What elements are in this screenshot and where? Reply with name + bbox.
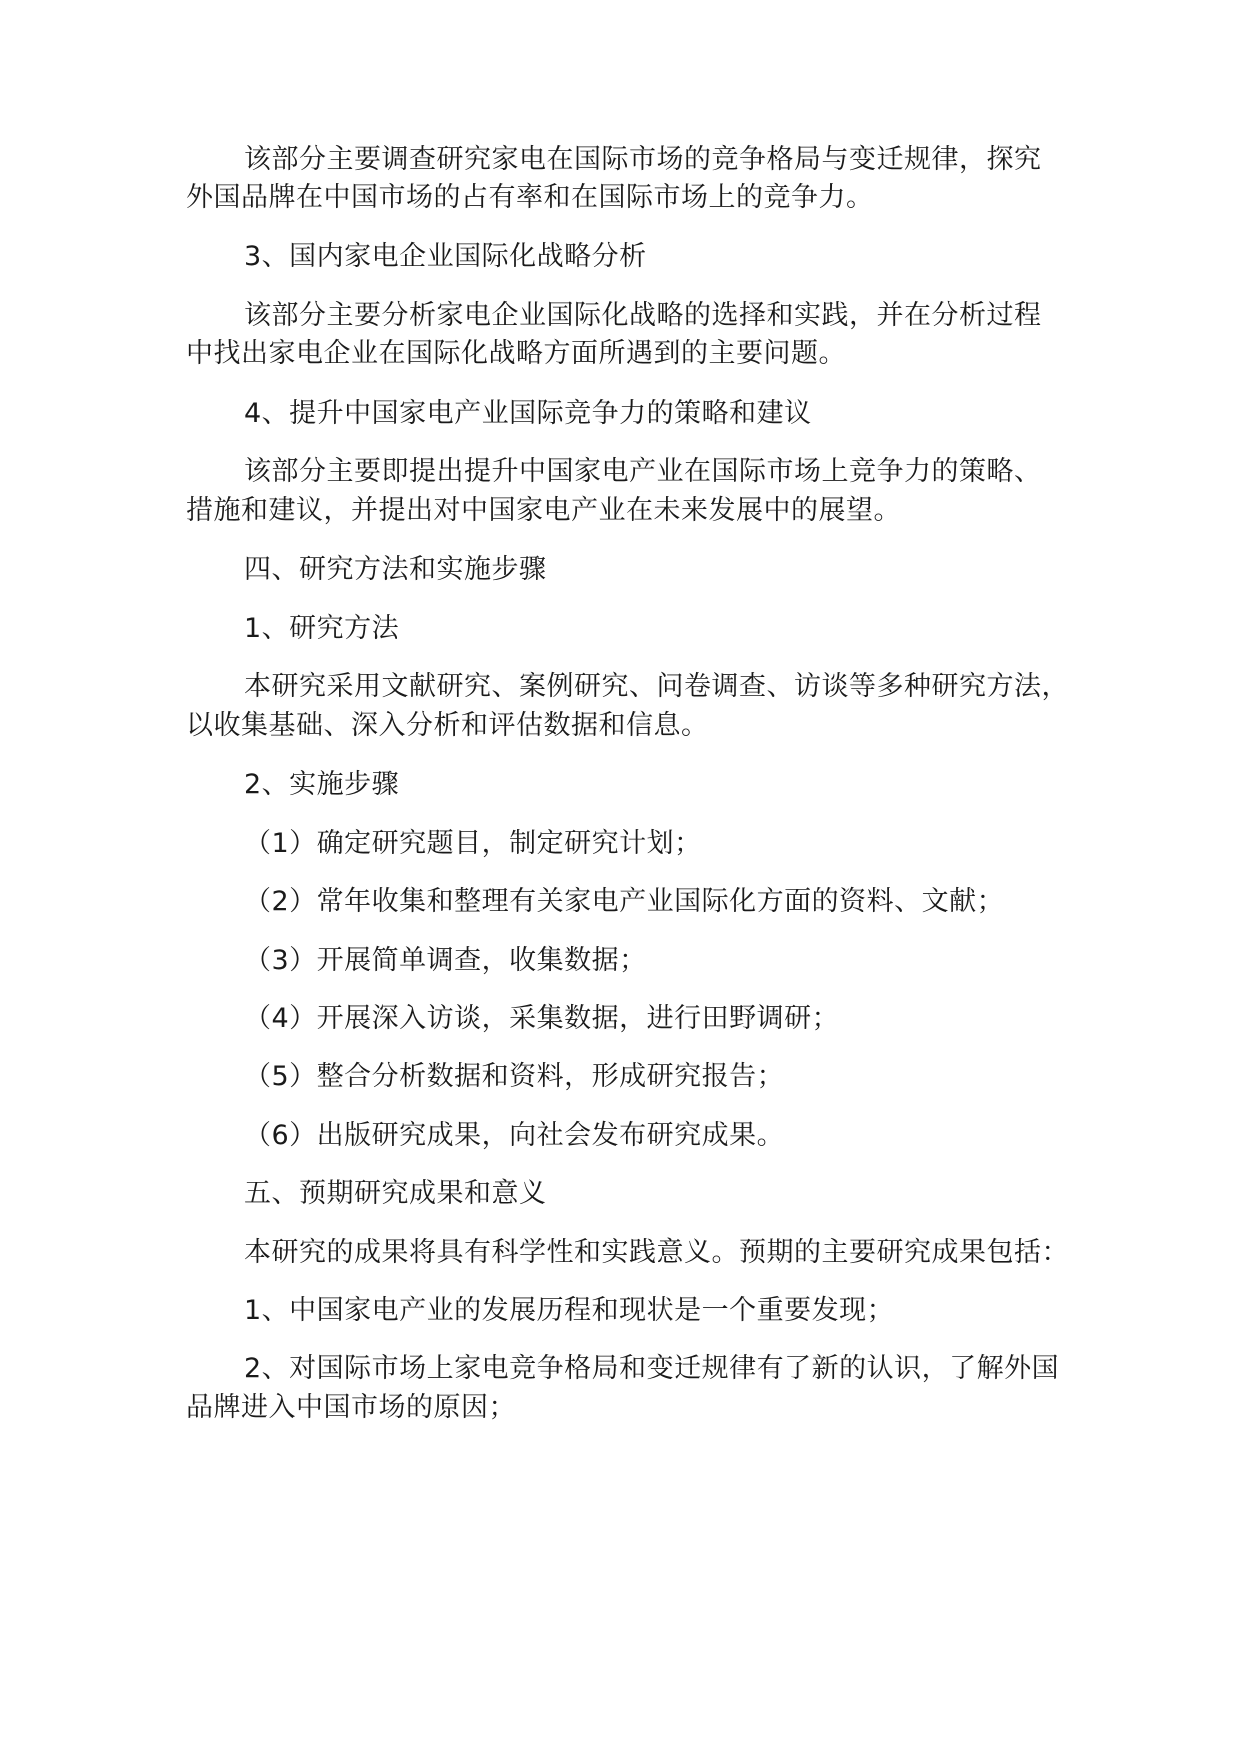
paragraph-line: 本研究的成果将具有科学性和实践意义。预期的主要研究成果包括： — [244, 1237, 1069, 1268]
list-item: （2）常年收集和整理有关家电产业国际化方面的资料、文献； — [244, 886, 1005, 917]
list-item: （5）整合分析数据和资料，形成研究报告； — [244, 1061, 785, 1092]
list-item: （4）开展深入访谈，采集数据，进行田野调研； — [244, 1003, 840, 1034]
list-item: （1）确定研究题目，制定研究计划； — [244, 828, 702, 859]
paragraph-line: 该部分主要调查研究家电在国际市场的竞争格局与变迁规律，探究 — [244, 144, 1042, 175]
paragraph-line: 本研究采用文献研究、案例研究、问卷调查、访谈等多种研究方法， — [244, 671, 1069, 702]
list-item: 品牌进入中国市场的原因； — [186, 1392, 516, 1423]
section-heading: 四、研究方法和实施步骤 — [244, 554, 547, 585]
paragraph-line: 措施和建议，并提出对中国家电产业在未来发展中的展望。 — [186, 495, 901, 526]
list-item: 2、对国际市场上家电竞争格局和变迁规律有了新的认识，了解外国 — [244, 1353, 1060, 1384]
section-heading: 2、实施步骤 — [244, 769, 400, 800]
section-heading: 五、预期研究成果和意义 — [244, 1178, 547, 1209]
paragraph-line: 该部分主要即提出提升中国家电产业在国际市场上竞争力的策略、 — [244, 456, 1042, 487]
paragraph-line: 以收集基础、深入分析和评估数据和信息。 — [186, 710, 709, 741]
section-heading: 3、国内家电企业国际化战略分析 — [244, 241, 647, 272]
list-item: （6）出版研究成果，向社会发布研究成果。 — [244, 1120, 785, 1151]
paragraph-line: 外国品牌在中国市场的占有率和在国际市场上的竞争力。 — [186, 182, 874, 213]
section-heading: 1、研究方法 — [244, 613, 400, 644]
section-heading: 4、提升中国家电产业国际竞争力的策略和建议 — [244, 398, 812, 429]
paragraph-line: 该部分主要分析家电企业国际化战略的选择和实践，并在分析过程 — [244, 300, 1042, 331]
list-item: 1、中国家电产业的发展历程和现状是一个重要发现； — [244, 1295, 895, 1326]
paragraph-line: 中找出家电企业在国际化战略方面所遇到的主要问题。 — [186, 338, 846, 369]
list-item: （3）开展简单调查，收集数据； — [244, 945, 647, 976]
